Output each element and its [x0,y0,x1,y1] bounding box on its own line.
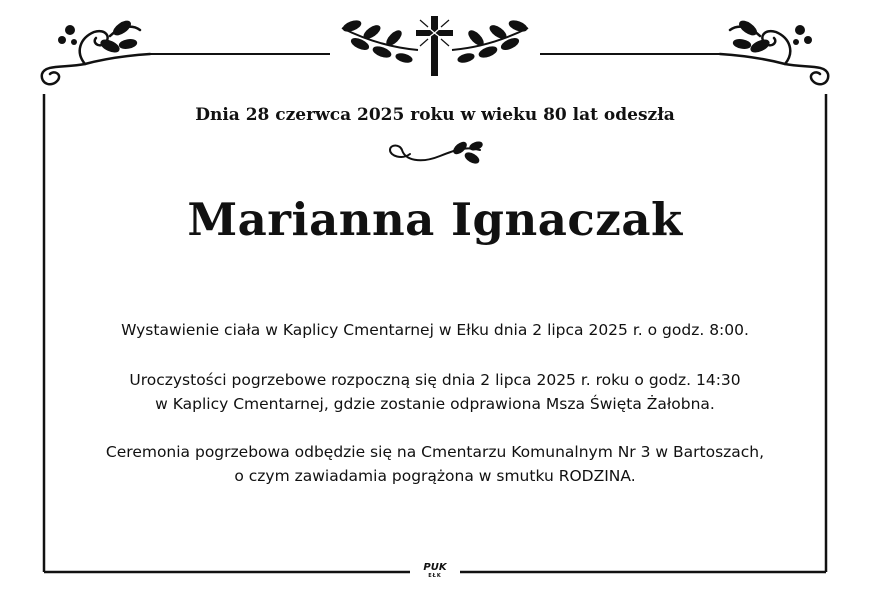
corner-ornament-icon [42,20,150,85]
cross-icon [416,16,453,76]
burial-info-line-2: o czym zawiadamia pogrążona w smutku RODZINA. [234,467,636,485]
burial-info-line-1: Ceremonia pogrzebowa odbędzie się na Cmentarzu Komunalnym Nr 3 w Bartoszach, [105,443,765,461]
burial-info [0,440,870,488]
death-date-intro: Dnia 28 czerwca 2025 roku w wieku 80 lat odeszła [195,105,675,125]
logo-main-text: PUK [423,562,447,573]
corner-ornament-icon [720,20,828,85]
viewing-info-text: Wystawienie ciała w Kaplicy Cmentarnej w Ełku dnia 2 lipca 2025 r. o godz. 8:00. [121,321,749,339]
viewing-info [0,318,870,342]
ceremony-info-line-1: Uroczystości pogrzebowe rozpoczną się dnia 2 lipca 2025 r. roku o godz. 14:30 [129,371,741,389]
flourish-icon [390,141,483,165]
logo-sub-text: EŁK [428,573,442,579]
company-logo [415,563,455,579]
laurel-branch-icon [452,19,528,63]
ceremony-info [0,368,870,416]
ceremony-info-line-2: w Kaplicy Cmentarnej, gdzie zostanie odprawiona Msza Święta Żałobna. [155,395,715,413]
deceased-name: Marianna Ignaczak [187,193,683,246]
laurel-branch-icon [342,19,418,63]
